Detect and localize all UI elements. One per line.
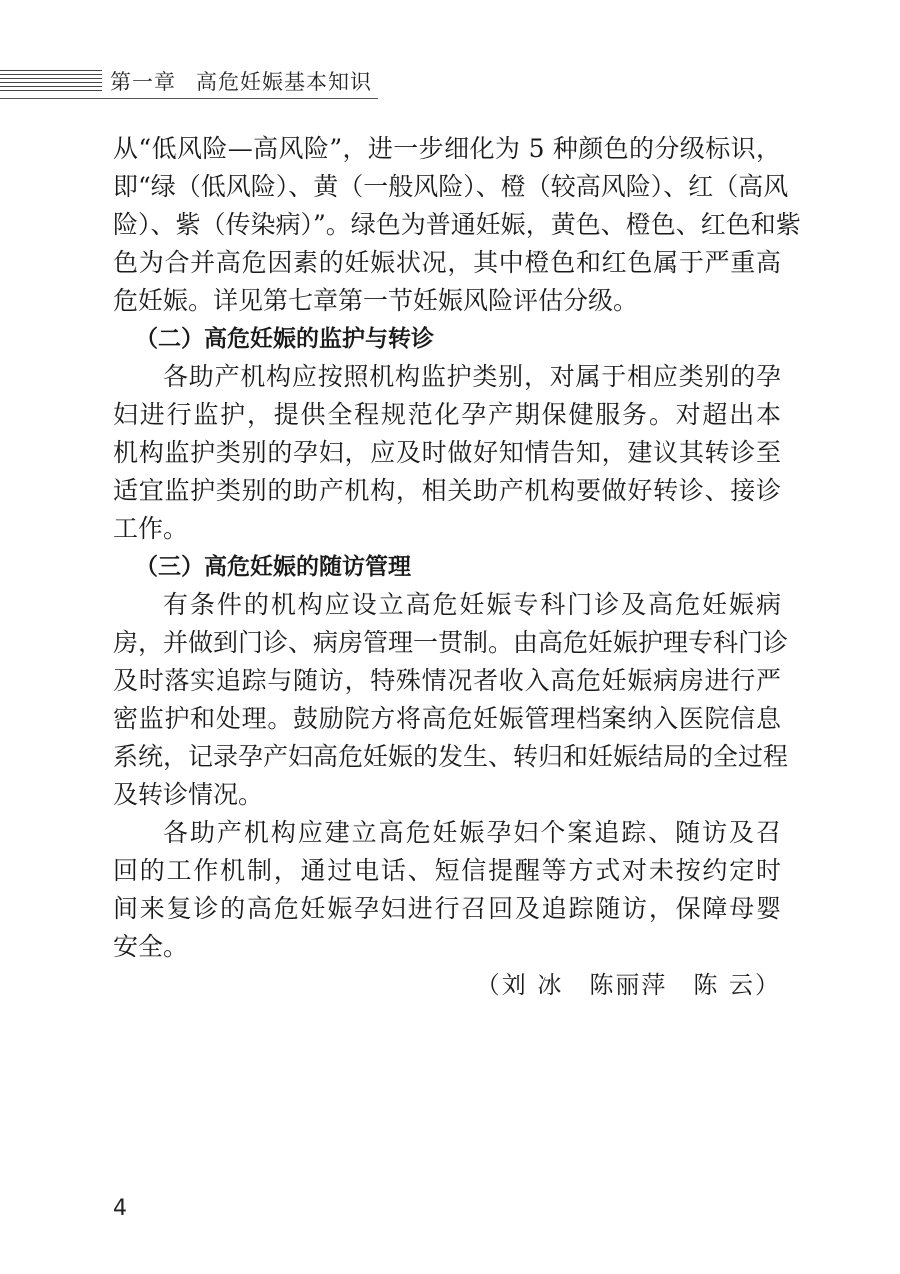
paragraph-line: 有条件的机构应设立高危妊娠专科门诊及高危妊娠病	[163, 590, 781, 619]
paragraph-line: 即“绿（低风险）、黄（一般风险）、橙（较高风险）、红（高风	[113, 172, 789, 201]
paragraph-line: 系统，记录孕产妇高危妊娠的发生、转归和妊娠结局的全过程	[113, 742, 789, 771]
paragraph-line: 适宜监护类别的助产机构，相关助产机构要做好转诊、接诊	[113, 476, 781, 505]
paragraph-line: 各助产机构应按照机构监护类别，对属于相应类别的孕	[163, 362, 781, 391]
paragraph-line: 妇进行监护，提供全程规范化孕产期保健服务。对超出本	[113, 400, 781, 429]
page-body	[113, 130, 801, 1004]
paragraph-line: 色为合并高危因素的妊娠状况，其中橙色和红色属于严重高	[113, 248, 781, 277]
paragraph-line: 及时落实追踪与随访，特殊情况者收入高危妊娠病房进行严	[113, 666, 781, 695]
paragraph-line: 回的工作机制，通过电话、短信提醒等方式对未按约定时	[113, 856, 781, 885]
header-decorative-rules	[0, 70, 102, 94]
paragraph-line: 间来复诊的高危妊娠孕妇进行召回及追踪随访，保障母婴	[113, 894, 781, 923]
paragraph-line: 工作。	[113, 514, 189, 543]
paragraph-line: 密监护和处理。鼓励院方将高危妊娠管理档案纳入医院信息	[113, 704, 781, 733]
paragraph-line: 安全。	[113, 932, 189, 961]
author-credit: （刘 冰 陈丽萍 陈 云）	[475, 971, 781, 999]
paragraph-line: 从“低风险—高风险”，进一步细化为 5 种颜色的分级标识，	[113, 134, 781, 163]
paragraph-line: 各助产机构应建立高危妊娠孕妇个案追踪、随访及召	[163, 818, 781, 847]
chapter-title: 高危妊娠基本知识	[196, 70, 372, 94]
section-heading-monitoring-referral: （二）高危妊娠的监护与转诊	[135, 326, 434, 352]
running-header	[110, 66, 372, 96]
chapter-label: 第一章	[110, 70, 176, 94]
paragraph-line: 房，并做到门诊、病房管理一贯制。由高危妊娠护理专科门诊	[113, 628, 789, 657]
paragraph-line: 险）、紫（传染病）”。绿色为普通妊娠，黄色、橙色、红色和紫	[113, 210, 801, 239]
page-number: 4	[113, 1196, 127, 1221]
paragraph-line: 危妊娠。详见第七章第一节妊娠风险评估分级。	[113, 286, 639, 315]
paragraph-line: 及转诊情况。	[113, 780, 264, 809]
header-underline	[0, 98, 378, 99]
paragraph-line: 机构监护类别的孕妇，应及时做好知情告知，建议其转诊至	[113, 438, 781, 467]
section-heading-follow-up: （三）高危妊娠的随访管理	[135, 554, 411, 580]
